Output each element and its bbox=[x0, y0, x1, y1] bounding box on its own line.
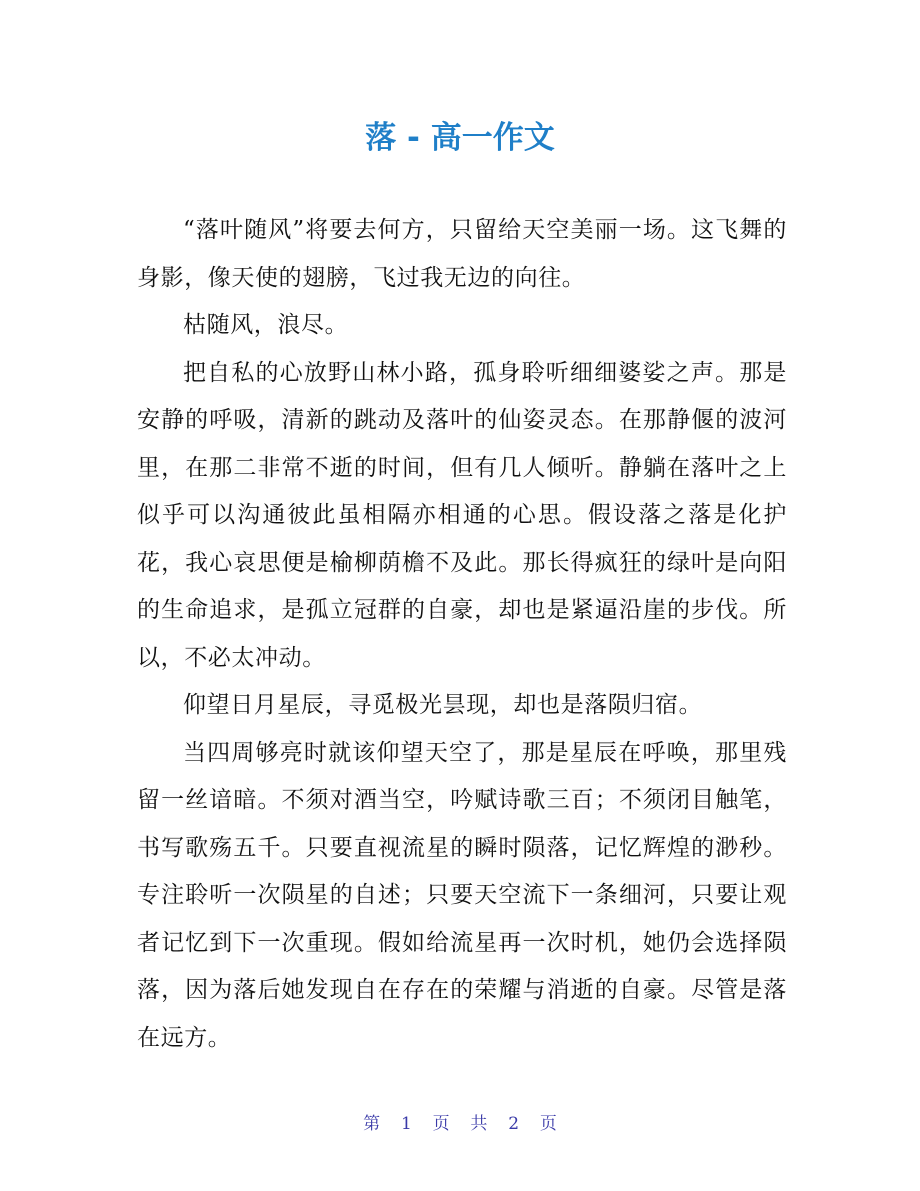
footer-prefix: 第 bbox=[363, 1114, 381, 1134]
total-pages-number: 2 bbox=[508, 1114, 520, 1134]
footer-page-word: 页 bbox=[432, 1114, 450, 1134]
paragraph-3: 把自私的心放野山林小路，孤身聆听细细婆娑之声。那是安静的呼吸，清新的跳动及落叶的仙姿灵态。在那静偃的波河里，在那二非常不逝的时间，但有几人倾听。静躺在落叶之上似乎可以沟通彼此虽相隔亦相通的心思。假设落之落是化护花，我心哀思便是榆柳荫檐不及此。那长得疯狂的绿叶是向阳的生命追求，是孤立冠群的自豪，却也是紧逼沿崖的步伐。所以，不必太冲动。 bbox=[137, 359, 787, 671]
document-body bbox=[137, 207, 787, 1062]
page-footer bbox=[0, 1110, 920, 1138]
paragraph-2: 枯随风，浪尽。 bbox=[183, 312, 349, 338]
footer-total-word: 共 bbox=[470, 1114, 488, 1134]
paragraph-5: 当四周够亮时就该仰望天空了，那是星辰在呼唤，那里残留一丝谙暗。不须对酒当空，吟赋诗歌三百；不须闭目触笔，书写歌殇五千。只要直视流星的瞬时陨落，记忆辉煌的渺秒。专注聆听一次陨星的自述；只要天空流下一条细河，只要让观者记忆到下一次重现。假如给流星再一次时机，她仍会选择陨落，因为落后她发现自在存在的荣耀与消逝的自豪。尽管是落在远方。 bbox=[137, 739, 787, 1051]
current-page-number: 1 bbox=[400, 1114, 412, 1134]
document-title: 落 - 高一作文 bbox=[365, 120, 555, 156]
footer-suffix: 页 bbox=[539, 1114, 557, 1134]
paragraph-4: 仰望日月星辰，寻觅极光昙现，却也是落陨归宿。 bbox=[183, 692, 703, 718]
paragraph-1: “落叶随风”将要去何方，只留给天空美丽一场。这飞舞的身影，像天使的翅膀，飞过我无边的向往。 bbox=[137, 217, 787, 291]
